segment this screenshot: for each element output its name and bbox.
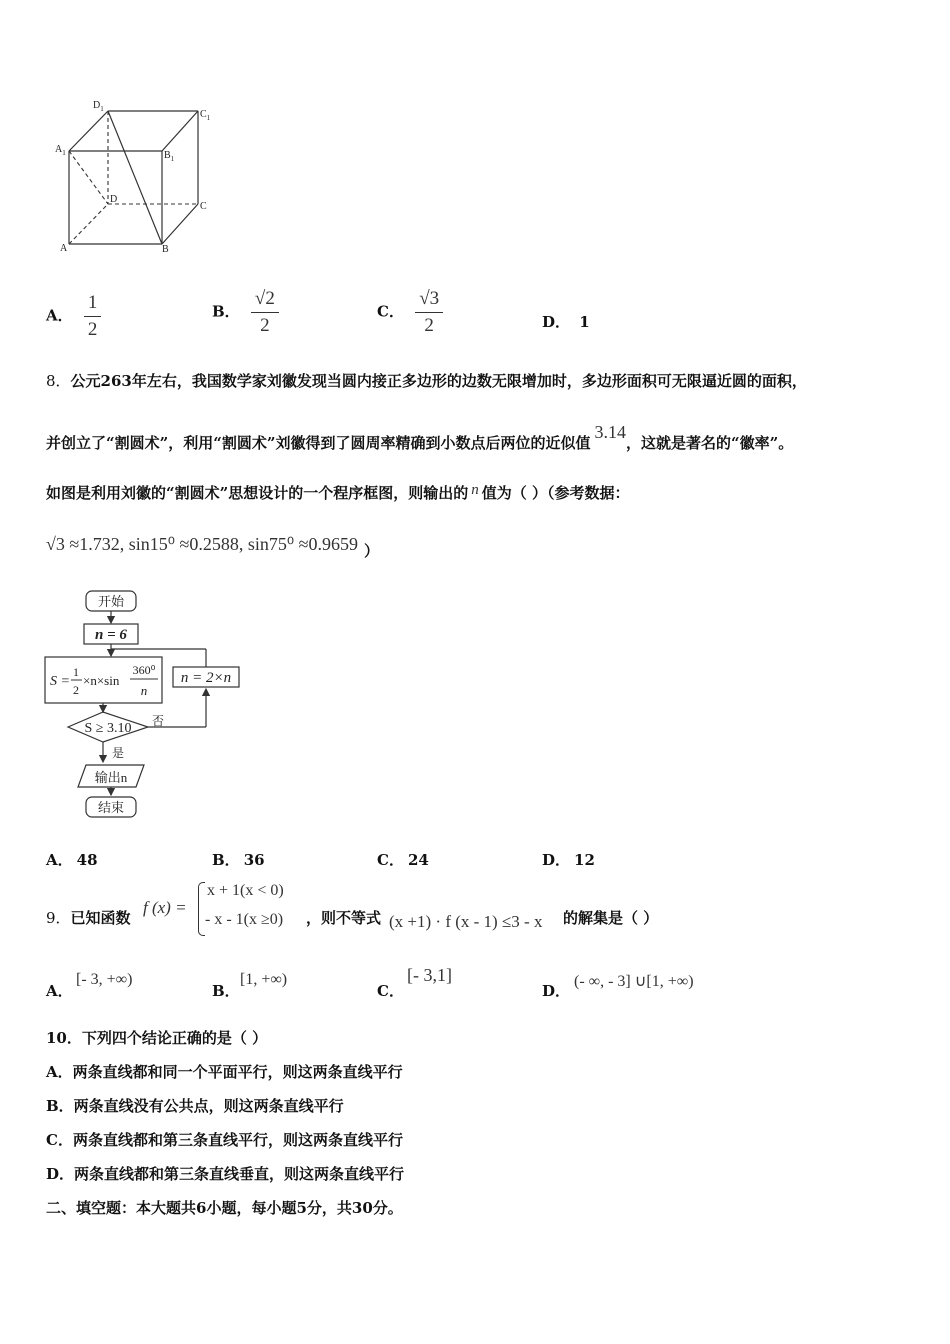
q9-option-c[interactable]: C． bbox=[377, 982, 404, 1000]
q9-piecewise-brace bbox=[198, 882, 205, 936]
flow-formula-angle-den: n bbox=[140, 683, 148, 698]
label-b: B bbox=[162, 244, 169, 255]
q7-option-a[interactable]: A． $\frac{1}{2}$ bbox=[46, 292, 101, 341]
q10-option-d[interactable]: D．两条直线都和第三条直线垂直，则这两条直线平行 bbox=[46, 1165, 405, 1183]
label-a: A bbox=[60, 243, 68, 254]
q10-stem: 10．下列四个结论正确的是（ ） bbox=[46, 1029, 268, 1047]
q10-option-c[interactable]: C．两条直线都和第三条直线平行，则这两条直线平行 bbox=[46, 1131, 403, 1149]
flow-no-label: 否 bbox=[152, 714, 165, 728]
label-a1: $A_1$ bbox=[55, 144, 66, 157]
flow-formula-left: S = bbox=[50, 674, 70, 689]
q8-option-d[interactable]: D． 12 bbox=[542, 851, 595, 869]
flow-condition-text: S ≥ 3.10 bbox=[84, 721, 132, 736]
flow-formula-mid: ×n×sin bbox=[83, 673, 120, 688]
flow-formula-frac-den: 2 bbox=[73, 683, 79, 697]
q8-line-3: 如图是利用刘徽的“割圆术”思想设计的一个程序框图，则输出的 n 值为（ ）（参考数据： bbox=[46, 482, 630, 502]
q9-inequality: (x +1) · f (x - 1) ≤3 - x bbox=[389, 912, 543, 931]
label-d: D bbox=[110, 194, 118, 205]
q8-reference-data: √3 ≈1.732, sin15⁰ ≈0.2588, sin75⁰ ≈0.9659 ） bbox=[46, 534, 379, 560]
label-c1: $C_1$ bbox=[200, 109, 211, 122]
q7-option-d[interactable]: D． 1 bbox=[542, 313, 590, 331]
label-c: C bbox=[200, 201, 207, 212]
fraction: $\frac{1}{2}$ bbox=[84, 292, 102, 341]
q9-stem-end: 的解集是（ ） bbox=[563, 909, 659, 927]
q9-option-d[interactable]: D． bbox=[542, 982, 571, 1000]
q9-option-d-value: (- ∞, - 3] ∪[1, +∞) bbox=[574, 973, 694, 990]
q10-option-b[interactable]: B．两条直线没有公共点，则这两条直线平行 bbox=[46, 1097, 344, 1115]
q9-option-a[interactable]: A． bbox=[46, 982, 73, 1000]
q9-func-lhs: f (x) = bbox=[143, 898, 187, 917]
flow-start-text: 开始 bbox=[97, 594, 125, 609]
flow-end-text: 结束 bbox=[97, 800, 125, 815]
flowchart bbox=[40, 586, 250, 826]
q9-case-2: - x - 1(x ≥0) bbox=[205, 911, 284, 928]
q8-line-2: 并创立了“割圆术”，利用“割圆术”刘徽得到了圆周率精确到小数点后两位的近似值3.14，这就是著名的“徽率”。 bbox=[46, 422, 794, 452]
q9-option-b-value: [1, +∞) bbox=[240, 971, 288, 988]
q10-option-a[interactable]: A．两条直线都和同一个平面平行，则这两条直线平行 bbox=[46, 1063, 403, 1081]
section-heading: 二、填空题：本大题共6小题，每小题5分，共30分。 bbox=[46, 1199, 403, 1217]
fraction: $\frac{√2}{2}$ bbox=[251, 288, 279, 337]
q8-option-b[interactable]: B． 36 bbox=[212, 851, 265, 869]
flow-output-text: 输出n bbox=[94, 770, 128, 785]
pi-value: 3.14 bbox=[594, 422, 627, 442]
q7-option-b[interactable]: B． $\frac{√2}{2}$ bbox=[212, 288, 279, 337]
flow-formula-angle-num: 360⁰ bbox=[132, 663, 156, 677]
flow-formula-frac-num: 1 bbox=[73, 665, 79, 679]
q9-option-c-value: [- 3,1] bbox=[407, 965, 452, 985]
q9-option-b[interactable]: B． bbox=[212, 982, 240, 1000]
q8-option-c[interactable]: C． 24 bbox=[377, 851, 429, 869]
fraction: $\frac{√3}{2}$ bbox=[415, 288, 443, 337]
flow-yes-label: 是 bbox=[112, 746, 125, 760]
label-d1: $D_1$ bbox=[93, 100, 104, 113]
flow-init-text: n = 6 bbox=[95, 627, 127, 643]
q9-stem-start: 9．已知函数 bbox=[46, 909, 131, 927]
q8-option-a[interactable]: A． 48 bbox=[46, 851, 98, 869]
q7-option-c[interactable]: C． $\frac{√3}{2}$ bbox=[377, 288, 443, 337]
q8-line-1: 8．公元263年左右，我国数学家刘徽发现当圆内接正多边形的边数无限增加时，多边形面积可无限逼近圆的面积， bbox=[46, 372, 807, 390]
flow-update-text: n = 2×n bbox=[180, 670, 232, 686]
q9-case-1: x + 1(x < 0) bbox=[207, 882, 284, 899]
cube-figure bbox=[52, 96, 222, 261]
label-b1: $B_1$ bbox=[164, 150, 175, 163]
q9-stem-mid: ，则不等式 bbox=[306, 909, 382, 927]
q9-option-a-value: [- 3, +∞) bbox=[76, 971, 133, 988]
